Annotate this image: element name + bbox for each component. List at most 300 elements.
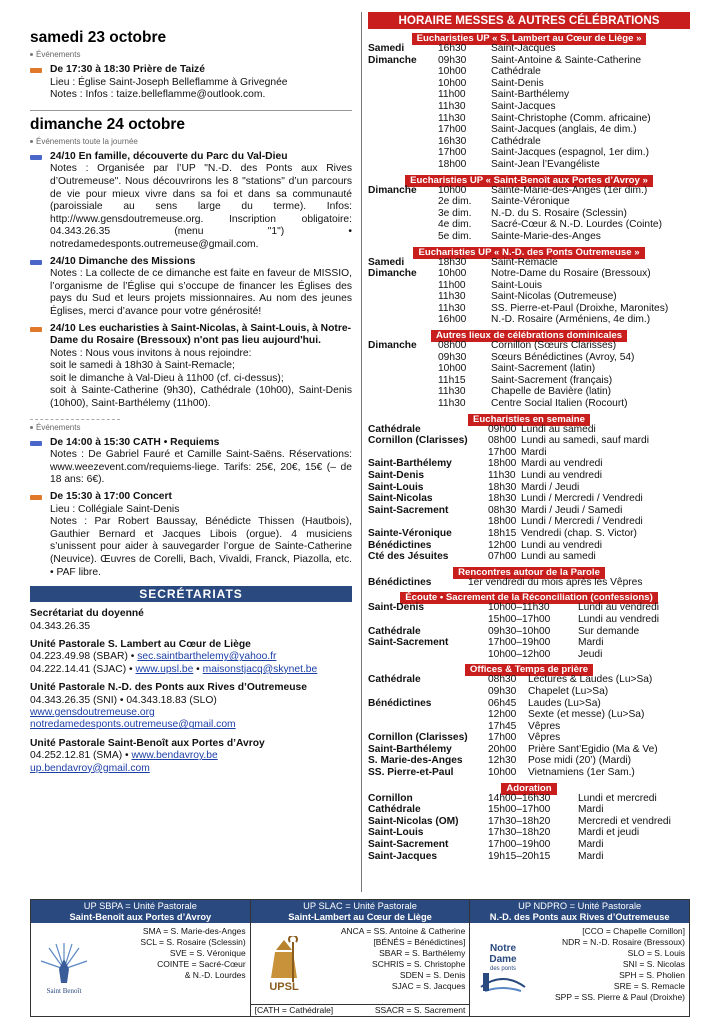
schedule-detail: Lundi au samedi bbox=[521, 423, 596, 435]
schedule-place: Saint-Sacrement bbox=[368, 504, 449, 516]
schedule-time: 09h30 bbox=[438, 54, 467, 66]
schedule-detail: Saint-Jean l’Évangéliste bbox=[491, 158, 600, 170]
schedule-time: 10h00 bbox=[438, 77, 467, 89]
schedule-time: 09h00 bbox=[488, 423, 517, 435]
schedule-time: 11h30 bbox=[438, 291, 466, 303]
schedule-place: Dimanche bbox=[368, 54, 417, 66]
schedule-place: Cathédrale bbox=[368, 625, 421, 637]
schedule-detail: Mardi bbox=[521, 446, 547, 458]
schedule-detail: Cornillon (Sœurs Clarisses) bbox=[491, 340, 617, 352]
section-header: Eucharisties UP « Saint-Benoît aux Portes d’Avroy » bbox=[368, 173, 690, 185]
schedule-place bbox=[368, 386, 438, 398]
schedule-row bbox=[368, 816, 690, 828]
schedule-time: 12h30 bbox=[488, 755, 517, 767]
schedule-row bbox=[368, 755, 690, 767]
schedule-place: Saint-Louis bbox=[368, 481, 424, 493]
schedule-time: 07h00 bbox=[488, 551, 517, 563]
schedule-place bbox=[368, 89, 438, 101]
event-item[interactable] bbox=[30, 323, 352, 411]
event-item[interactable] bbox=[30, 256, 352, 319]
schedule-row bbox=[368, 101, 690, 113]
schedule-place: Cornillon bbox=[368, 792, 413, 804]
schedule-time: 18h30 bbox=[488, 481, 517, 493]
schedule-time: 15h00–17h00 bbox=[488, 613, 551, 625]
schedule-time: 5e dim. bbox=[438, 230, 472, 242]
schedule-row bbox=[368, 839, 690, 851]
schedule-row bbox=[368, 686, 690, 698]
schedule-place bbox=[368, 614, 488, 626]
schedule-place: Bénédictines bbox=[368, 539, 432, 551]
schedule-time: 16h30 bbox=[438, 135, 467, 147]
schedule-row bbox=[368, 435, 690, 447]
event-item[interactable] bbox=[30, 437, 352, 487]
saint-benoit-logo bbox=[35, 926, 93, 1013]
secretariats-block bbox=[30, 608, 352, 775]
schedule-time: 08h30 bbox=[488, 504, 517, 516]
schedule-detail: Saint-Jacques (espagnol, 1er dim.) bbox=[491, 147, 649, 159]
event-notes: Notes : La collecte de ce dimanche est faite en faveur de MISSIO, l’organisme de l’Église qui s’occupe de financer les Églises des pays du Sud et leurs projets missionnaires. Au nom des jeunes Églises, merci d’avance pour votre générosité! bbox=[50, 268, 352, 317]
section-header: Eucharisties en semaine bbox=[368, 412, 690, 424]
schedule-detail: Saint-Jacques bbox=[491, 100, 556, 112]
schedule-time: 06h45 bbox=[488, 697, 517, 709]
svg-text:Dame: Dame bbox=[489, 953, 517, 965]
event-line: Lieu : Église Saint-Joseph Belleflamme à Grivegnée bbox=[50, 76, 288, 88]
email-link[interactable]: maisonstjacq@skynet.be bbox=[202, 663, 318, 675]
legend-sbpa bbox=[31, 900, 251, 1016]
schedule-row bbox=[368, 470, 690, 482]
event-line: soit le dimanche à Val-Dieu à 11h00 (cf. ci-dessus); bbox=[50, 372, 284, 384]
schedule-time: 18h15 bbox=[488, 527, 517, 539]
schedule-place bbox=[368, 314, 438, 326]
schedule-detail: Mardi au vendredi bbox=[521, 458, 603, 470]
schedule-place: Cornillon (Clarisses) bbox=[368, 732, 468, 744]
svg-text:Notre: Notre bbox=[490, 942, 517, 954]
schedule-row bbox=[368, 744, 690, 756]
schedule-detail: Saint-Antoine & Sainte-Catherine bbox=[491, 54, 642, 66]
org-name: Secrétariat du doyenné bbox=[30, 608, 144, 620]
schedule-detail: Lectures & Laudes (Lu>Sa) bbox=[528, 674, 653, 686]
schedule-place: Cathédrale bbox=[368, 804, 421, 816]
schedule-table bbox=[368, 185, 690, 243]
schedule-row bbox=[368, 793, 690, 805]
legend-list: [CCO = Chapelle Cornillon] NDR = N.-D. Rosaire (Bressoux) SLO = S. Louis SNI = S. Nicolas SPH = S. Pholien SRE = S. Remacle SPP = SS. Pierre & Paul (Droixhe) bbox=[555, 926, 686, 1002]
schedule-detail: Lundi au vendredi bbox=[578, 613, 659, 625]
schedule-detail: Saint-Christophe (Comm. africaine) bbox=[491, 112, 651, 124]
secretariats-heading: SECRÉTARIATS bbox=[30, 586, 352, 602]
schedule-row bbox=[368, 314, 690, 326]
schedule-place: Saint-Jacques bbox=[368, 850, 438, 862]
schedule-place bbox=[368, 649, 488, 661]
schedule-detail: Chapelet (Lu>Sa) bbox=[528, 685, 609, 697]
schedule-table bbox=[368, 602, 690, 660]
divider bbox=[30, 419, 120, 420]
event-line: Notes : Infos : taize.belleflamme@outlook.com. bbox=[50, 89, 266, 101]
website-link[interactable]: www.bendavroy.be bbox=[131, 750, 218, 762]
schedule-time: 17h30–18h20 bbox=[488, 815, 551, 827]
event-item[interactable] bbox=[30, 491, 352, 579]
schedule-row bbox=[368, 614, 690, 626]
schedule-row bbox=[368, 516, 690, 528]
schedule-time: 17h00 bbox=[488, 732, 517, 744]
schedule-detail: Sainte-Véronique bbox=[491, 196, 570, 208]
schedule-place bbox=[368, 147, 438, 159]
schedule-detail: Saint-Jacques (anglais, 4e dim.) bbox=[491, 124, 637, 136]
event-color-bar bbox=[30, 260, 42, 265]
schedule-row bbox=[368, 291, 690, 303]
schedule-time: 08h30 bbox=[488, 674, 517, 686]
upsl-logo bbox=[255, 926, 313, 1004]
schedule-time: 11h15 bbox=[438, 374, 466, 386]
email-link[interactable]: notredamedesponts.outremeuse@gmail.com bbox=[30, 719, 236, 731]
schedule-place: Cathédrale bbox=[368, 423, 421, 435]
legend-header: UP SLAC = Unité Pastorale Saint-Lambert au Cœur de Liège bbox=[251, 900, 470, 923]
org-contact: 04.252.12.81 (SMA) • www.bendavroy.be bbox=[30, 750, 218, 762]
schedule-detail: Sainte-Marie-des-Anges (1er dim.) bbox=[491, 184, 648, 196]
schedule-place bbox=[368, 124, 438, 136]
schedule-place: Cornillon (Clarisses) bbox=[368, 435, 468, 447]
schedule-time: 10h00 bbox=[438, 268, 467, 280]
schedule-place bbox=[368, 721, 488, 733]
schedule-detail: Sexte (et messe) (Lu>Sa) bbox=[528, 709, 645, 721]
schedule-detail: Lundi au vendredi bbox=[521, 539, 602, 551]
schedule-detail: Sur demande bbox=[578, 625, 640, 637]
legend-header: UP NDPRO = Unité Pastorale N.-D. des Ponts aux Rives d’Outremeuse bbox=[470, 900, 689, 923]
schedule-row bbox=[368, 257, 690, 269]
legend-list: SMA = S. Marie-des-Anges SCL = S. Rosaire (Sclessin) SVE = S. Véronique COINTE = Sacré-Cœur & N.-D. Lourdes bbox=[140, 926, 246, 980]
schedule-place bbox=[368, 686, 488, 698]
schedule-time: 19h15–20h15 bbox=[488, 850, 551, 862]
schedule-row bbox=[368, 196, 690, 208]
schedule-place bbox=[368, 291, 438, 303]
section-header: Adoration bbox=[368, 781, 690, 793]
schedule-place bbox=[368, 101, 438, 113]
org-contact: 04.222.14.41 (SJAC) • www.upsl.be • maisonstjacq@skynet.be bbox=[30, 663, 318, 675]
schedule-detail: Lundi au vendredi bbox=[521, 470, 602, 481]
schedule-place bbox=[368, 709, 488, 721]
schedule-place: Saint-Barthélemy bbox=[368, 743, 452, 755]
schedule-time: 2e dim. bbox=[438, 196, 472, 208]
schedule-row bbox=[368, 375, 690, 387]
schedule-time: 18h00 bbox=[438, 158, 467, 170]
schedule-place bbox=[368, 219, 438, 231]
schedule-row bbox=[368, 447, 690, 459]
schedule-row bbox=[368, 136, 690, 148]
day-heading: dimanche 24 octobre bbox=[30, 115, 186, 133]
event-line: Lieu : Collégiale Saint-Denis bbox=[50, 503, 180, 515]
schedule-time: 08h00 bbox=[438, 340, 467, 352]
schedule-detail: Saint-Remacle bbox=[491, 256, 558, 268]
schedule-detail: Mardi bbox=[578, 839, 604, 851]
schedule-place bbox=[368, 363, 438, 375]
schedule-row bbox=[368, 303, 690, 315]
schedule-row bbox=[368, 89, 690, 101]
schedule-place: Dimanche bbox=[368, 340, 417, 352]
schedule-row bbox=[368, 280, 690, 292]
schedule-row bbox=[368, 626, 690, 638]
schedule-detail: Mercredi et vendredi bbox=[578, 815, 671, 827]
schedule-row bbox=[368, 505, 690, 517]
category-label: Événements bbox=[30, 423, 352, 433]
schedule-time: 10h00 bbox=[438, 184, 467, 196]
schedule-time: 17h00–19h00 bbox=[488, 637, 551, 649]
section-header: Eucharisties UP « S. Lambert au Cœur de Liège » bbox=[368, 31, 690, 43]
schedule-time: 10h00 bbox=[488, 767, 517, 779]
event-color-bar bbox=[30, 441, 42, 446]
event-color-bar bbox=[30, 68, 42, 73]
schedule-place: Saint-Louis bbox=[368, 827, 424, 839]
schedule-time: 11h30 bbox=[438, 398, 466, 410]
schedule-table bbox=[368, 793, 690, 863]
column-divider bbox=[361, 12, 362, 892]
org-name: Unité Pastorale N.-D. des Ponts aux Rives d’Outremeuse bbox=[30, 682, 307, 694]
schedule-row bbox=[368, 159, 690, 171]
schedule-row bbox=[368, 398, 690, 410]
schedule-table bbox=[368, 577, 690, 589]
legend-slac bbox=[251, 900, 471, 1016]
schedule-time: 11h00 bbox=[438, 279, 466, 291]
schedule-row bbox=[368, 637, 690, 649]
schedule-place bbox=[368, 516, 488, 528]
schedule-detail: Saint-Barthélemy bbox=[491, 89, 570, 101]
schedule-table bbox=[368, 674, 690, 778]
schedule-place: Samedi bbox=[368, 43, 405, 54]
schedule-time: 17h00–19h00 bbox=[488, 839, 551, 851]
schedule-time: 3e dim. bbox=[438, 207, 472, 219]
schedule-detail: Centre Social Italien (Rocourt) bbox=[491, 398, 628, 410]
schedule-time: 10h00 bbox=[438, 66, 467, 78]
email-link[interactable]: sec.saintbarthelemy@yahoo.fr bbox=[137, 651, 277, 663]
schedule-detail: Mardi bbox=[578, 850, 604, 862]
event-title: De 15:30 à 17:00 Concert bbox=[50, 491, 172, 503]
schedule-place: SS. Pierre-et-Paul bbox=[368, 767, 454, 779]
org-phone: 04.343.26.35 (SNI) • 04.343.18.83 (SLO) bbox=[30, 694, 217, 706]
schedule-row bbox=[368, 528, 690, 540]
org-contact: 04.223.49.98 (SBAR) • sec.saintbarthelemy@yahoo.fr bbox=[30, 651, 277, 663]
schedule-column bbox=[368, 12, 690, 862]
schedule-row bbox=[368, 208, 690, 220]
schedule-place: Dimanche bbox=[368, 184, 417, 196]
svg-text:des ponts: des ponts bbox=[490, 965, 517, 972]
schedule-place bbox=[368, 136, 438, 148]
schedule-detail: Mardi et jeudi bbox=[578, 827, 640, 839]
schedule-time: 10h00 bbox=[438, 363, 467, 375]
schedule-table bbox=[368, 257, 690, 327]
schedule-row bbox=[368, 340, 690, 352]
schedule-time: 11h30 bbox=[438, 112, 466, 124]
schedule-detail: 1er vendredi du mois après les Vêpres bbox=[468, 576, 643, 588]
legend-list: ANCA = SS. Antoine & Catherine [BÉNÉS = Bénédictines] SBAR = S. Barthélemy SCHRIS = S. Christophe SDEN = S. Denis SJAC = S. Jacques bbox=[340, 926, 466, 991]
schedule-place bbox=[368, 398, 438, 410]
schedule-time: 18h30 bbox=[438, 256, 467, 268]
schedule-time: 08h00 bbox=[488, 435, 517, 447]
schedule-time: 11h30 bbox=[438, 386, 466, 398]
schedule-place bbox=[368, 231, 438, 243]
schedule-row bbox=[368, 709, 690, 721]
legend-ndpro bbox=[470, 900, 689, 1016]
event-title: 24/10 En famille, découverte du Parc du Val-Dieu bbox=[50, 150, 288, 162]
schedule-detail: SS. Pierre-et-Paul (Droixhe, Maronites) bbox=[491, 302, 669, 314]
schedule-detail: N.-D. du S. Rosaire (Sclessin) bbox=[491, 207, 627, 219]
schedule-place bbox=[368, 303, 438, 315]
schedule-time: 17h00 bbox=[438, 147, 467, 159]
schedule-row bbox=[368, 43, 690, 55]
schedule-place: Saint-Denis bbox=[368, 470, 425, 481]
schedule-row bbox=[368, 386, 690, 398]
org-phone: 04.343.26.35 bbox=[30, 620, 91, 632]
schedule-time: 09h30–10h00 bbox=[488, 625, 551, 637]
schedule-row bbox=[368, 540, 690, 552]
category-label: Événements toute la journée bbox=[30, 137, 352, 147]
website-link[interactable]: www.gensdoutremeuse.org bbox=[30, 707, 155, 719]
schedule-place: Saint-Sacrement bbox=[368, 637, 449, 649]
schedule-time: 17h45 bbox=[488, 720, 517, 732]
schedule-row bbox=[368, 458, 690, 470]
legend-entry: [CATH = Cathédrale] bbox=[254, 1005, 334, 1015]
schedule-detail: Cathédrale bbox=[491, 135, 541, 147]
schedule-row bbox=[368, 219, 690, 231]
section-header: Écoute • Sacrement de la Réconciliation (confessions) bbox=[368, 590, 690, 602]
schedule-place bbox=[368, 196, 438, 208]
schedule-title: HORAIRE MESSES & AUTRES CÉLÉBRATIONS bbox=[368, 12, 690, 29]
schedule-detail: Prière Sant’Egidio (Ma & Ve) bbox=[528, 743, 658, 755]
schedule-detail: Saint-Denis bbox=[491, 77, 544, 89]
schedule-place: Saint-Denis bbox=[368, 602, 425, 614]
schedule-place: Bénédictines bbox=[368, 576, 432, 588]
schedule-place: Sainte-Véronique bbox=[368, 527, 452, 539]
schedule-row bbox=[368, 124, 690, 136]
schedule-time: 16h00 bbox=[438, 314, 467, 326]
schedule-row bbox=[368, 577, 690, 589]
svg-text:Saint Benoît: Saint Benoît bbox=[46, 986, 82, 995]
schedule-row bbox=[368, 698, 690, 710]
schedule-row bbox=[368, 827, 690, 839]
org-name: Unité Pastorale S. Lambert au Cœur de Liège bbox=[30, 639, 251, 650]
event-title: 24/10 Les eucharisties à Saint-Nicolas, à Saint-Louis, à Notre-Dame du Rosaire (Bressoux) n'ont pas lieu aujourd'hui. bbox=[50, 322, 352, 347]
day-heading: samedi 23 octobre bbox=[30, 29, 167, 46]
schedule-detail: Saint-Sacrement (latin) bbox=[491, 363, 596, 375]
schedule-place: Saint-Sacrement bbox=[368, 839, 449, 851]
schedule-detail: Chapelle de Bavière (latin) bbox=[491, 386, 612, 398]
schedule-detail: Vendredi (chap. S. Victor) bbox=[521, 527, 637, 539]
schedule-time: 20h00 bbox=[488, 743, 517, 755]
schedule-row bbox=[368, 674, 690, 686]
schedule-place bbox=[368, 66, 438, 78]
schedule-detail: Lundi et mercredi bbox=[578, 792, 657, 804]
schedule-row bbox=[368, 732, 690, 744]
schedule-detail: Laudes (Lu>Sa) bbox=[528, 697, 601, 709]
notre-dame-des-ponts-logo bbox=[474, 926, 532, 1013]
event-notes: Notes : De Gabriel Fauré et Camille Saint-Saëns. Réservations: www.weezevent.com/requiems-liege. Tarifs: 25€, 20€, 15€ (– de 18 ans: 6€). bbox=[50, 449, 352, 486]
schedule-detail: Saint-Sacrement (français) bbox=[491, 374, 613, 386]
schedule-detail: Saint-Louis bbox=[491, 279, 542, 291]
schedule-place bbox=[368, 208, 438, 220]
schedule-row bbox=[368, 363, 690, 375]
schedule-time: 11h30 bbox=[488, 470, 516, 481]
schedule-time: 4e dim. bbox=[438, 219, 472, 231]
schedule-time: 12h00 bbox=[488, 539, 517, 551]
schedule-row bbox=[368, 185, 690, 197]
schedule-detail: Vietnamiens (1er Sam.) bbox=[528, 767, 635, 779]
schedule-time: 11h30 bbox=[438, 100, 466, 112]
schedule-time: 10h00–12h00 bbox=[488, 648, 551, 660]
schedule-detail: Mardi / Jeudi / Samedi bbox=[521, 504, 623, 516]
schedule-row bbox=[368, 352, 690, 364]
schedule-place: Bénédictines bbox=[368, 697, 432, 709]
schedule-detail: Lundi au samedi, sauf mardi bbox=[521, 435, 649, 447]
schedule-row bbox=[368, 268, 690, 280]
legend-header: UP SBPA = Unité Pastorale Saint-Benoît aux Portes d’Avroy bbox=[31, 900, 250, 923]
schedule-detail: Lundi / Mercredi / Vendredi bbox=[521, 493, 643, 505]
schedule-place bbox=[368, 78, 438, 90]
schedule-row bbox=[368, 78, 690, 90]
schedule-row bbox=[368, 55, 690, 67]
schedule-row bbox=[368, 551, 690, 563]
event-title: De 17:30 à 18:30 Prière de Taizé bbox=[50, 64, 205, 75]
schedule-time: 17h00 bbox=[438, 124, 467, 136]
schedule-detail: N.-D. Rosaire (Arméniens, 4e dim.) bbox=[491, 314, 651, 326]
schedule-row bbox=[368, 804, 690, 816]
schedule-place bbox=[368, 159, 438, 171]
schedule-place: Dimanche bbox=[368, 268, 417, 280]
schedule-detail: Mardi / Jeudi bbox=[521, 481, 580, 493]
event-title: De 14:00 à 15:30 CATH • Requiems bbox=[50, 436, 220, 448]
schedule-detail: Sainte-Marie-des-Anges bbox=[491, 230, 601, 242]
email-link[interactable]: up.bendavroy@gmail.com bbox=[30, 762, 150, 774]
schedule-row bbox=[368, 493, 690, 505]
schedule-detail: Mardi bbox=[578, 804, 604, 816]
schedule-row bbox=[368, 602, 690, 614]
schedule-place: Saint-Barthélemy bbox=[368, 458, 452, 470]
category-label: Événements bbox=[30, 50, 352, 60]
schedule-time: 18h30 bbox=[488, 493, 517, 505]
schedule-detail: Pose midi (20’) (Mardi) bbox=[528, 755, 632, 767]
schedule-time: 10h00–11h30 bbox=[488, 602, 550, 614]
event-color-bar bbox=[30, 327, 42, 332]
schedule-time: 09h30 bbox=[438, 351, 467, 363]
schedule-row bbox=[368, 851, 690, 863]
schedule-table bbox=[368, 340, 690, 410]
schedule-detail: Vêpres bbox=[528, 732, 561, 744]
schedule-row bbox=[368, 721, 690, 733]
event-notes: Notes : Organisée par l’UP "N.-D. des Ponts aux Rives d’Outremeuse". Nous découvrirons les 8 "stations" d’un parcours de vie pour mieux vivre dans sa foi et dans sa communauté (paroissiale au sens large du terme). Infos: http://www.gensdoutremeuse.org. Inscription obligatoire: 04.343.26.35 (menu "1") • notredamedesponts.outremeuse@gmail.com. bbox=[50, 163, 352, 250]
section-header: Rencontres autour de la Parole bbox=[368, 565, 690, 577]
schedule-detail: Vêpres bbox=[528, 720, 561, 732]
event-item[interactable] bbox=[30, 151, 352, 252]
event-item[interactable] bbox=[30, 64, 352, 102]
events-column bbox=[30, 28, 352, 775]
schedule-detail: Saint-Jacques bbox=[491, 43, 556, 54]
schedule-table bbox=[368, 424, 690, 563]
website-link[interactable]: www.upsl.be bbox=[135, 663, 194, 675]
schedule-place bbox=[368, 113, 438, 125]
schedule-place: Samedi bbox=[368, 256, 405, 268]
schedule-table bbox=[368, 43, 690, 171]
schedule-time: 18h00 bbox=[488, 458, 517, 470]
legend-footer bbox=[30, 899, 690, 1017]
schedule-row bbox=[368, 66, 690, 78]
schedule-row bbox=[368, 649, 690, 661]
schedule-detail: Sœurs Bénédictines (Avroy, 54) bbox=[491, 351, 635, 363]
schedule-row bbox=[368, 424, 690, 436]
schedule-place: Cté des Jésuites bbox=[368, 551, 449, 563]
schedule-time: 17h30–18h20 bbox=[488, 827, 551, 839]
event-notes: Notes : Par Robert Baussay, Bénédicte Thissen (Hautbois), Gauthier Bernard et Jacques Libois (orgue). 4 musiciens s’unissent pour aider à sauvegarder l’orgue de Sainte-Catherine (Neuvice). Œuvres de Corelli, Bach, Vivaldi, Franck, Piazolla, etc. • PAF libre. bbox=[50, 516, 352, 578]
schedule-detail: Sacré-Cœur & N.-D. Lourdes (Cointe) bbox=[491, 219, 662, 231]
schedule-detail: Mardi bbox=[578, 637, 604, 649]
schedule-place: Saint-Nicolas (OM) bbox=[368, 815, 459, 827]
schedule-time: 15h00–17h00 bbox=[488, 804, 551, 816]
section-header: Autres lieux de célébrations dominicales bbox=[368, 328, 690, 340]
